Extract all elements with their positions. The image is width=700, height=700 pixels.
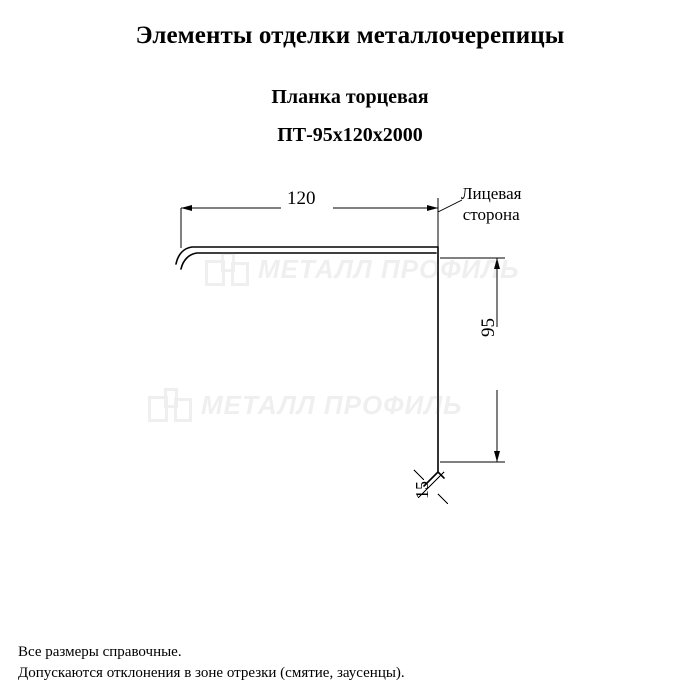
- annotation-face-side-line1: Лицевая: [461, 184, 522, 203]
- dimension-label-120: 120: [287, 188, 316, 209]
- annotation-face-side: [461, 183, 521, 225]
- dimension-label-95: 95: [478, 318, 499, 337]
- footnotes: [18, 642, 405, 684]
- watermark-text: МЕТАЛЛ ПРОФИЛЬ: [258, 253, 520, 284]
- footnote-line-1: Все размеры справочные.: [18, 644, 182, 660]
- arrow-120-right: [427, 205, 438, 211]
- profile-outline-inner: [181, 253, 436, 269]
- witness-15-b: [438, 494, 448, 504]
- watermark-text: МЕТАЛЛ ПРОФИЛЬ: [201, 389, 463, 420]
- product-name: Планка торцевая: [271, 86, 429, 108]
- footnote-line-2: Допускаются отклонения в зоне отрезки (смятие, заусенцы).: [18, 665, 405, 681]
- arrow-120-left: [181, 205, 192, 211]
- arrowheads: [181, 205, 500, 462]
- dimension-label-15: 15: [412, 481, 432, 499]
- page-title: Элементы отделки металлочерепицы: [135, 22, 565, 49]
- arrow-95-bottom: [494, 451, 500, 462]
- product-code: ПТ-95x120x2000: [277, 124, 423, 146]
- profile-outline-outer: [176, 247, 438, 486]
- arrow-95-top: [494, 258, 500, 269]
- leader-face-side: [438, 200, 462, 212]
- witness-15-a: [414, 470, 424, 480]
- annotation-face-side-line2: сторона: [462, 205, 520, 224]
